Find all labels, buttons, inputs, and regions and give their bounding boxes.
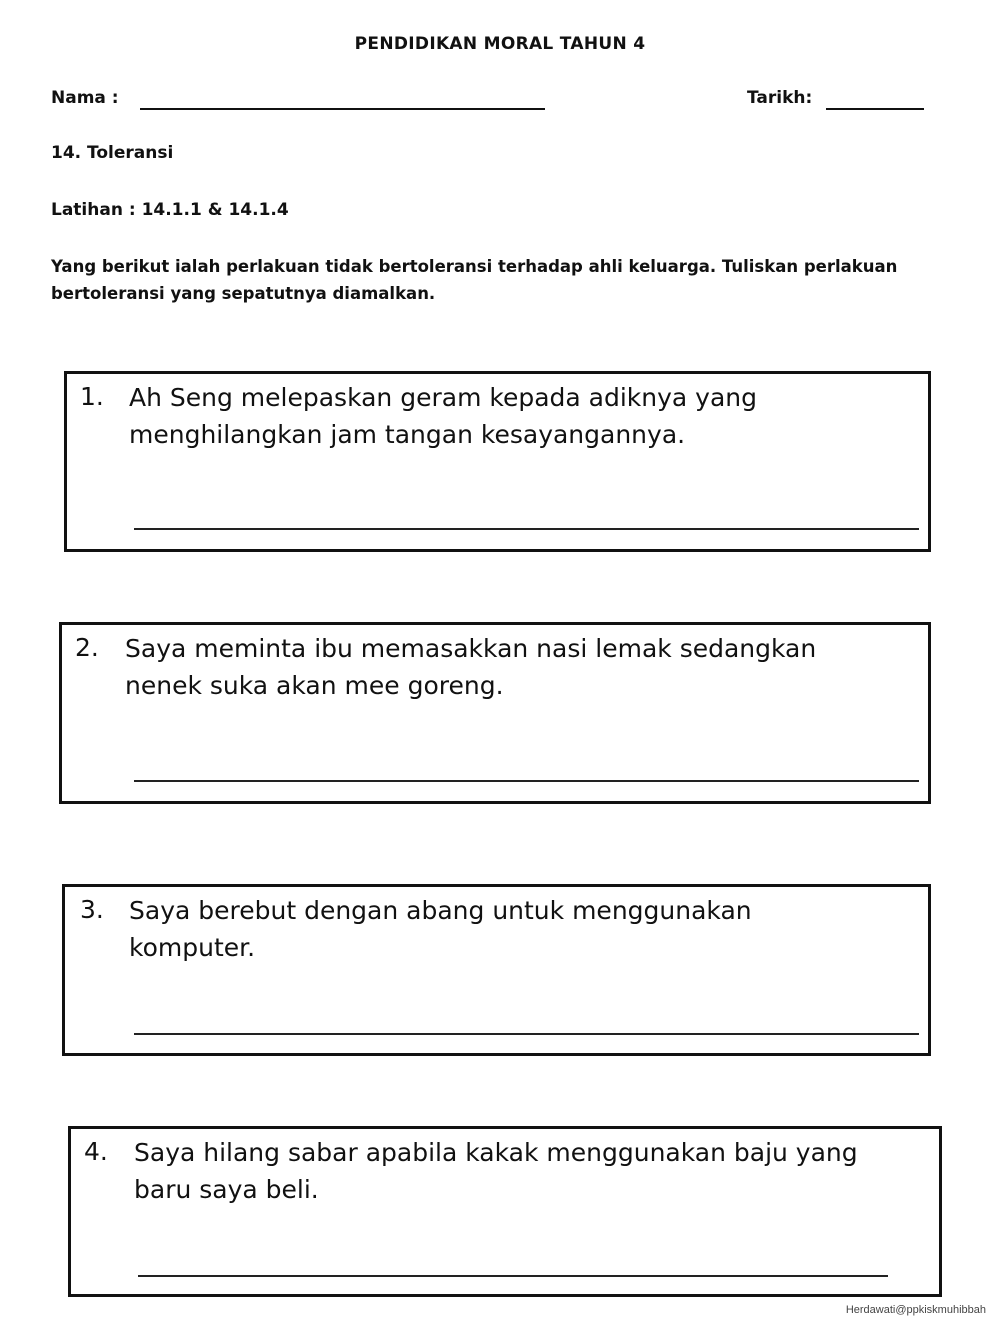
question-number: 4. xyxy=(84,1137,108,1166)
answer-line-4[interactable] xyxy=(138,1273,888,1277)
question-text: Saya meminta ibu memasakkan nasi lemak sedangkan nenek suka akan mee goreng. xyxy=(125,634,817,700)
answer-line-1[interactable] xyxy=(134,526,919,530)
question-box-1 xyxy=(64,371,931,552)
date-field[interactable] xyxy=(826,108,924,110)
question-text: Saya berebut dengan abang untuk menggunakan komputer. xyxy=(129,896,752,962)
question-box-2 xyxy=(59,622,931,804)
question-text: Ah Seng melepaskan geram kepada adiknya yang menghilangkan jam tangan kesayangannya. xyxy=(129,383,758,449)
question-number: 2. xyxy=(75,633,99,662)
question-text: Saya hilang sabar apabila kakak menggunakan baju yang baru saya beli. xyxy=(134,1138,858,1204)
worksheet-title: PENDIDIKAN MORAL TAHUN 4 xyxy=(354,34,646,54)
answer-line-2[interactable] xyxy=(134,778,919,782)
topic-heading: 14. Toleransi xyxy=(51,143,174,163)
question-number: 3. xyxy=(80,895,104,924)
name-field[interactable] xyxy=(140,108,545,110)
name-label: Nama : xyxy=(51,88,119,108)
exercise-label: Latihan : 14.1.1 & 14.1.4 xyxy=(51,200,289,220)
answer-line-3[interactable] xyxy=(134,1031,919,1035)
question-box-3 xyxy=(62,884,931,1056)
footer-credit: Herdawati@ppkiskmuhibbah xyxy=(845,1304,986,1316)
instruction-text: Yang berikut ialah perlakuan tidak bertoleransi terhadap ahli keluarga. Tuliskan perlakuan bertoleransi yang sepatutnya diamalkan. xyxy=(51,257,898,303)
date-label: Tarikh: xyxy=(747,88,813,108)
question-box-4 xyxy=(68,1126,942,1297)
question-number: 1. xyxy=(80,382,104,411)
